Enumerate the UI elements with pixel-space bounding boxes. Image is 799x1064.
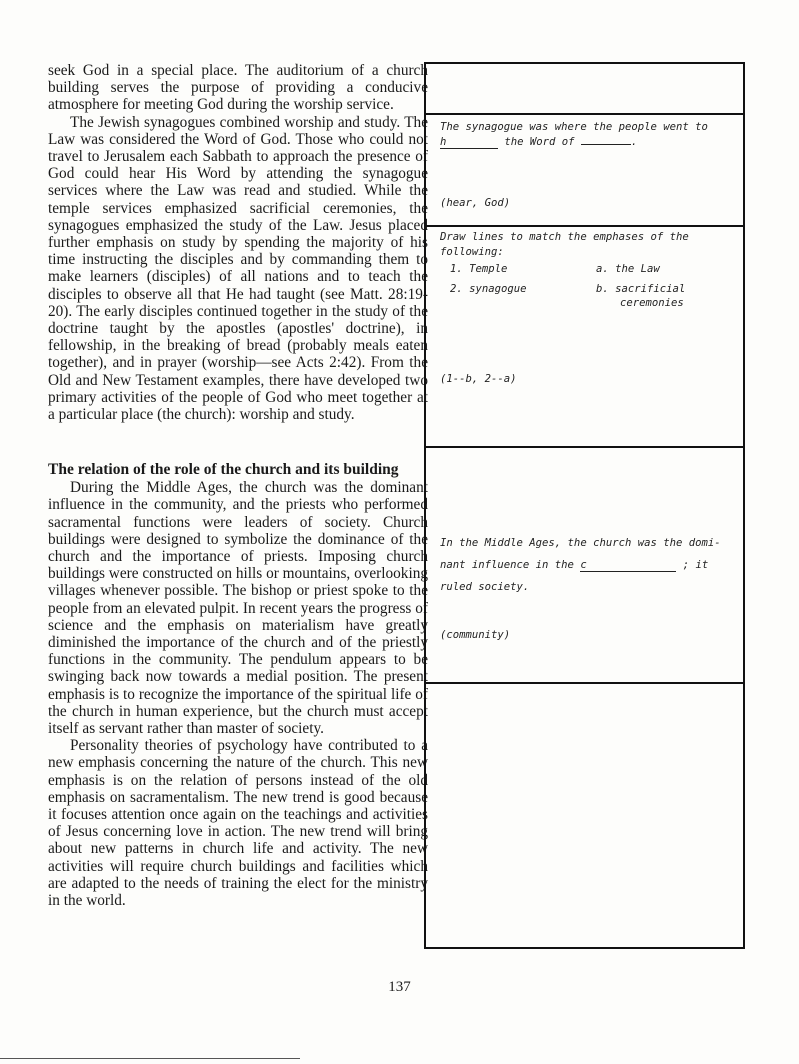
- frame-answer-1: (hear, God): [440, 197, 511, 209]
- frame-answer-3: (community): [440, 629, 511, 641]
- paragraph-continuation: seek God in a special place. The auditorium of a church building serves the purpose of providing a conducive atmosphere for meeting God during the worship service.: [48, 62, 428, 114]
- match-item-law: a. the Law: [596, 263, 660, 275]
- frame-question-3: In the Middle Ages, the church was the domi- nant influence in the c ; it ruled society.: [440, 537, 721, 593]
- scan-edge-line: [0, 1058, 300, 1059]
- match-item-synagogue: 2. synagogue: [450, 283, 527, 295]
- paragraph-middle-ages: During the Middle Ages, the church was the dominant influence in the community, and the priests who performed sacramental functions were leaders of society. Church buildings were designed to symbolize the dominance of the church and the importance of priests. Imposing church buildings were constructed on hills or mountains, overlooking villages whenever possible. The bishop or priest spoke to the people from an elevated pulpit. In recent years the progress of science and the emphasis on materialism have greatly diminished the importance of the church and of the priestly functions in the community. The pendulum appears to be swinging back now towards a medial position. The present emphasis is to recognize the importance of the spiritual life of the church in human experience, but the church must accept itself as servant rather than master of society.: [48, 479, 428, 738]
- text-column-top: [48, 62, 428, 423]
- frame-answer-2: (1--b, 2--a): [440, 373, 517, 385]
- paragraph-synagogues: The Jewish synagogues combined worship and study. The Law was considered the Word of God. Those who could not travel to Jerusalem each Sabbath to approach the presence of God could hear His Word by attending the synagogue services where the Law was read and studied. While the temple services emphasized sacrificial ceremonies, the synagogues emphasized the study of the Law. Jesus placed further emphasis on study by spending the majority of his time instructing the disciples and by commanding them to make learners (disciples) of all nations and to teach the disciples to observe all that He had taught (see Matt. 28:19-20). The early disciples continued together in the study of the doctrine taught by the apostles (apostles' doctrine), in fellowship, in the breaking of bread (probably meals eaten together), and in prayer (worship—see Acts 2:42). From the Old and New Testament examples, there have developed two primary activities of the people of God who meet together at a particular place (the church): worship and study.: [48, 113, 428, 424]
- fill-blank: h: [440, 136, 498, 149]
- paragraph-personality: Personality theories of psychology have contributed to a new emphasis concerning the nature of the church. This new emphasis is on the relation of persons instead of the old emphasis on sacramentalism. The new trend is good because it focuses attention once again on the teachings and activities of Jesus concerning love in action. The new trend will bring about new patterns in church life and activity. The new activities will require church buildings and facilities which are adapted to the needs of training the elect for the ministry in the world.: [48, 737, 428, 910]
- text-column-bottom: [48, 461, 428, 909]
- frame-divider: [426, 446, 743, 448]
- page-number: 137: [388, 979, 411, 995]
- frame-question-2: Draw lines to match the emphases of the following:: [440, 231, 689, 258]
- fill-blank: [581, 144, 631, 145]
- match-item-temple: 1. Temple: [450, 263, 508, 275]
- matching-list: 1. Temple a. the Law 2. synagogue b. sacrificial ceremonies: [450, 263, 686, 309]
- frame-divider: [426, 113, 743, 115]
- fill-blank: c: [580, 559, 676, 572]
- frame-question-1: The synagogue was where the people went to h the Word of .: [440, 121, 708, 148]
- frame-divider: [426, 225, 743, 227]
- frame-divider: [426, 682, 743, 684]
- section-heading: The relation of the role of the church and its building: [48, 461, 399, 478]
- match-item-sacrificial: b. sacrificial: [596, 283, 686, 295]
- programmed-frame-column: [424, 62, 745, 949]
